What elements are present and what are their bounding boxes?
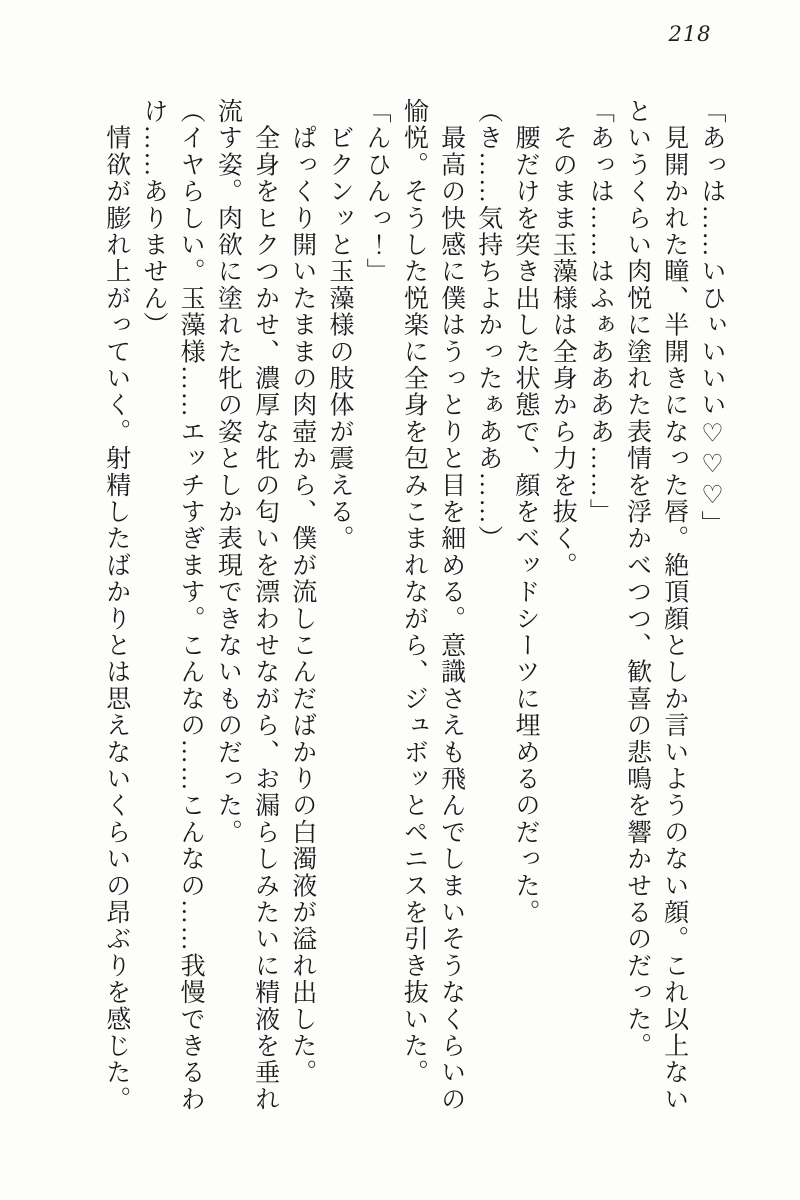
text-line: 愉悦。そうした悦楽に全身を包みこまれながら、ジュボッとペニスを引き抜いた。	[400, 98, 428, 1086]
text-line: というくらい肉悦に塗れた表情を浮かべつつ、歓喜の悲鳴を響かせるのだった。	[623, 98, 651, 1060]
text-line: 最高の快感に僕はうっとりと目を細める。意識さえも飛んでしまいそうなくらいの	[437, 98, 465, 1113]
page-number: 218	[668, 22, 712, 46]
text-line: そのまま玉藻様は全身から力を抜く。	[549, 98, 577, 579]
text-line: 見開かれた瞳、半開きになった唇。絶頂顔としか言いようのない顔。これ以上ない	[660, 98, 688, 1113]
text-line: 情欲が膨れ上がっていく。射精したばかりとは思えないくらいの昂ぶりを感じた。	[102, 98, 130, 1113]
text-line: 「あっは……いひぃいいい♡♡♡」	[698, 98, 725, 538]
text-line: （イヤらしい。玉藻様……エッチすぎます。こんなの……こんなの……我慢できるわ	[177, 98, 205, 1113]
page-text	[98, 98, 730, 1120]
text-line: （き……気持ちよかったぁああ……）	[474, 98, 502, 552]
text-line: 「あっは……はふぁああああ……」	[586, 98, 614, 526]
text-line: 腰だけを突き出した状態で、顔をベッドシーツに埋めるのだった。	[511, 98, 539, 926]
text-line: ぱっくり開いたままの肉壺から、僕が流しこんだばかりの白濁液が溢れ出した。	[288, 98, 316, 1086]
text-line: 「んひんっ！」	[363, 98, 391, 285]
text-line: ビクンッと玉藻様の肢体が震える。	[325, 98, 353, 552]
text-line: け……ありません）	[139, 98, 167, 339]
text-line: 流す姿。肉欲に塗れた牝の姿としか表現できないものだった。	[214, 98, 242, 846]
text-line: 全身をヒクつかせ、濃厚な牝の匂いを漂わせながら、お漏らしみたいに精液を垂れ	[251, 98, 279, 1113]
